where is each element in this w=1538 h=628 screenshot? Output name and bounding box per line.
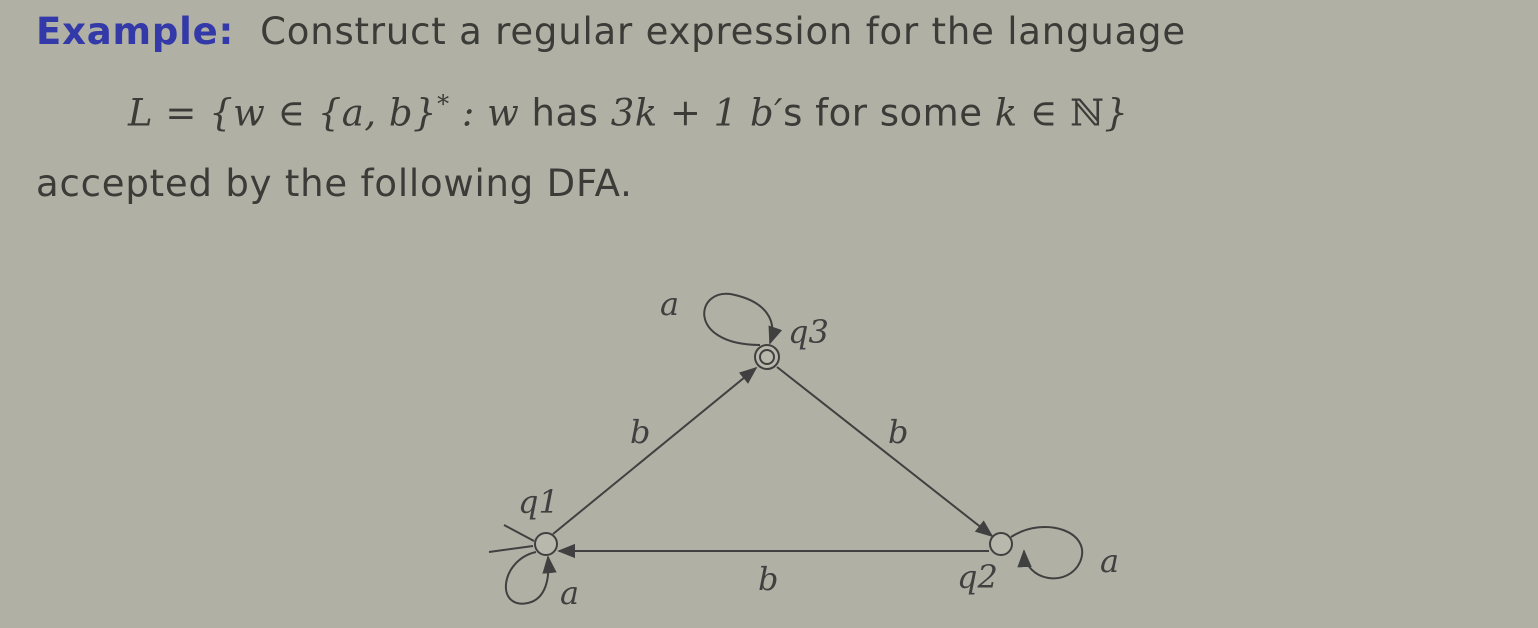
has-word: has (519, 91, 611, 135)
label-state-q2: q2 (957, 558, 998, 596)
state-q2-circle (990, 533, 1012, 555)
edge-q1-q3 (553, 368, 756, 534)
loop-q2 (1011, 527, 1082, 578)
s-for-some-word: s for some (783, 91, 995, 135)
count-expression: 3k + 1 (610, 91, 738, 135)
label-state-q1: q1 (518, 483, 559, 521)
loop-q3 (704, 294, 772, 345)
state-q1-circle (535, 533, 557, 555)
accepted-by-line: accepted by the following DFA. (36, 162, 633, 205)
state-q3-circle (755, 345, 779, 369)
naturals-symbol: ℕ (1070, 91, 1105, 135)
set-mid: : w (449, 91, 520, 135)
label-edge-q2-q1: b (758, 560, 779, 598)
label-edge-q1-q3: b (630, 413, 651, 451)
initial-arrow-head (504, 525, 534, 541)
edge-q3-q2 (777, 367, 992, 536)
example-keyword: Example: (36, 10, 235, 53)
loop-q1 (506, 552, 549, 604)
label-state-q3: q3 (788, 313, 829, 351)
label-loop-q2: a (1100, 542, 1120, 580)
label-loop-q1: a (560, 574, 580, 612)
set-lhs: L = {w ∈ {a, b} (128, 91, 438, 135)
set-close: } (1104, 91, 1129, 135)
kleene-star: * (437, 90, 450, 118)
k-in: k ∈ (994, 91, 1071, 135)
label-edge-q3-q2: b (888, 413, 909, 451)
initial-arrow-line (489, 546, 533, 552)
b-prime: b′ (737, 91, 784, 135)
label-loop-q3: a (660, 285, 680, 323)
example-prompt-text: Construct a regular expression for the language (260, 10, 1186, 53)
